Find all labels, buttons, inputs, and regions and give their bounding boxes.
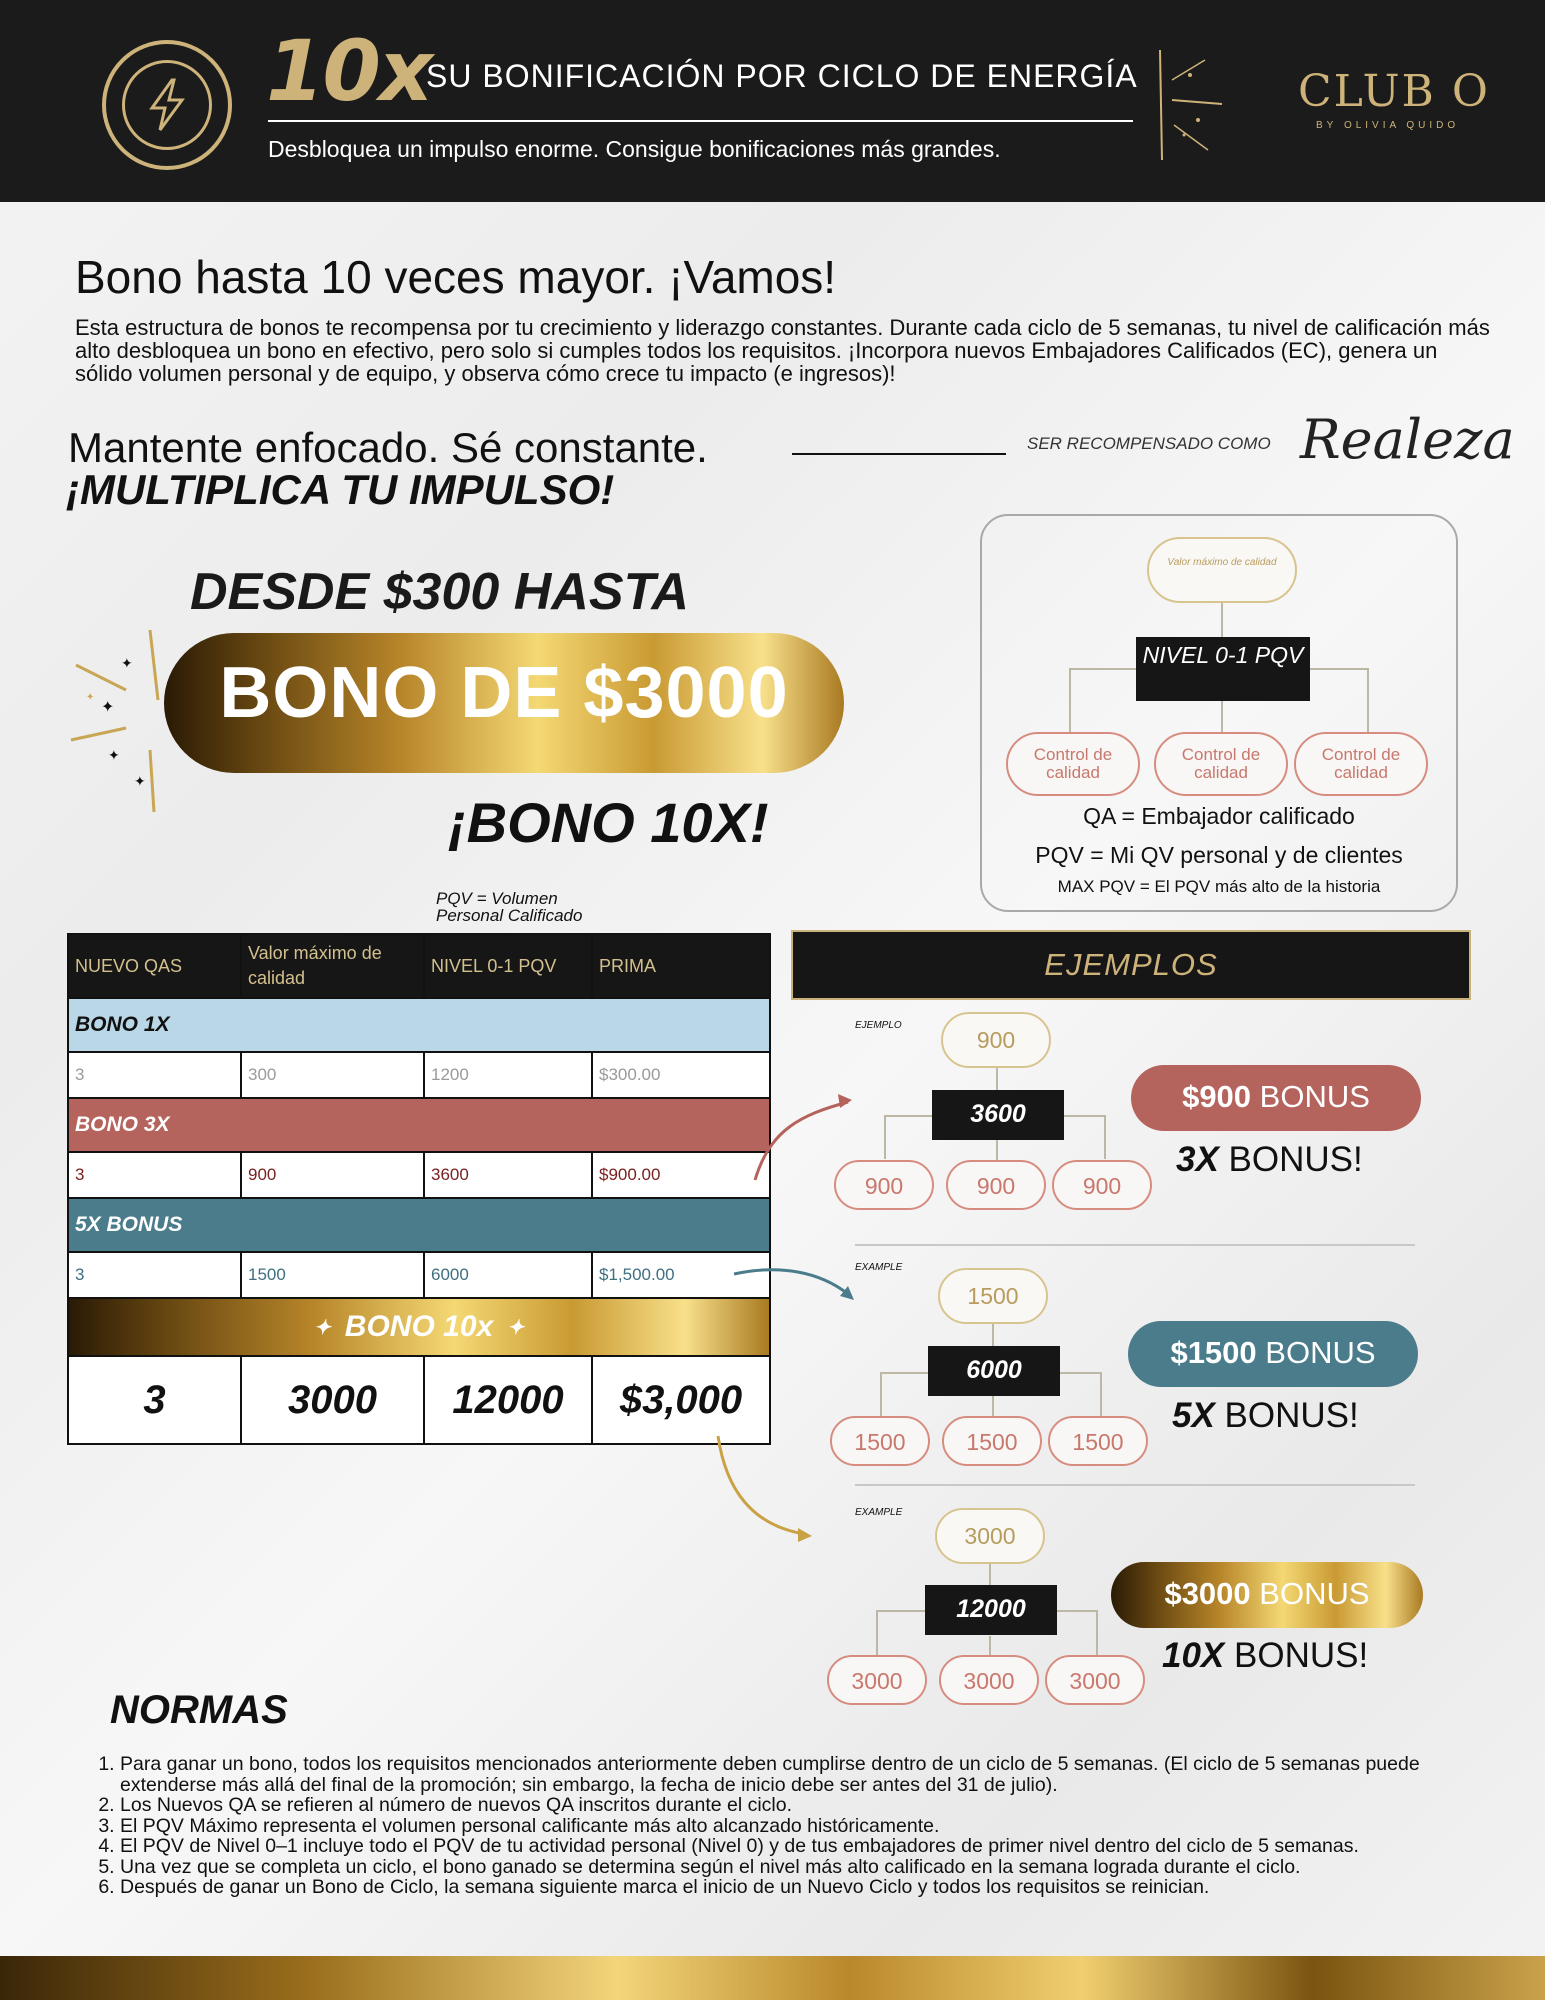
rule-item: 3. El PQV Máximo representa el volumen personal calificante más alto alcanzado históricamente. xyxy=(120,1816,1504,1837)
example-child-node: 3000 xyxy=(827,1655,927,1705)
badge-word: BONUS xyxy=(1259,1576,1370,1611)
svg-text:✦: ✦ xyxy=(86,692,95,703)
svg-text:✦: ✦ xyxy=(134,774,146,790)
examples-title: EJEMPLOS xyxy=(791,930,1471,1000)
table-row xyxy=(67,1357,771,1445)
tier-band-1x: BONO 1X xyxy=(67,999,771,1053)
pqv-note-line: PQV = Volumen xyxy=(436,889,558,908)
tree-line xyxy=(1100,1372,1102,1416)
sparkle-burst-icon xyxy=(66,620,166,820)
rule-item: 2. Los Nuevos QA se refieren al número de nuevos QA inscritos durante el ciclo. xyxy=(120,1795,1504,1816)
arrow-icon xyxy=(730,1260,860,1310)
focus-line: Mantente enfocado. Sé constante. xyxy=(68,424,708,471)
hero-tagline: ¡BONO 10X! xyxy=(448,791,769,854)
tree-line xyxy=(884,1115,886,1159)
example-divider xyxy=(855,1244,1415,1246)
brand-tagline: BY OLIVIA QUIDO xyxy=(1316,120,1460,131)
header-10x: 10x xyxy=(266,22,432,120)
rule-item: 4. El PQV de Nivel 0–1 incluye todo el PQV de tu actividad personal (Nivel 0) y de tus embajadores de primer nivel dentro del ciclo de 5 semanas. xyxy=(120,1836,1504,1857)
tree-line xyxy=(876,1610,878,1656)
table-row xyxy=(67,1153,771,1199)
tree-line xyxy=(992,1324,994,1346)
rules-list xyxy=(104,1754,1504,1898)
example-top-node: 900 xyxy=(941,1012,1051,1068)
table-cell: 300 xyxy=(242,1053,425,1099)
table-header-cell: Valor máximo de calidad xyxy=(242,933,425,999)
table-header-cell: NIVEL 0-1 PQV xyxy=(425,933,593,999)
tree-line xyxy=(989,1564,991,1586)
arrow-icon xyxy=(712,1430,822,1550)
example-top-node: 3000 xyxy=(935,1508,1045,1564)
tree-line xyxy=(992,1396,994,1416)
tier-band-10x xyxy=(67,1299,771,1357)
badge-word: BONUS xyxy=(1259,1079,1370,1114)
table-header-row xyxy=(67,933,771,999)
legend-connector xyxy=(1221,603,1223,637)
table-cell: 3000 xyxy=(242,1357,425,1445)
table-cell: $1,500.00 xyxy=(593,1253,771,1299)
focus-rule xyxy=(792,453,1006,455)
example-label: EJEMPLO xyxy=(855,1020,902,1031)
legend-child-node: Control de calidad xyxy=(1006,732,1140,796)
caption-word: BONUS! xyxy=(1224,1396,1359,1435)
badge-word: BONUS xyxy=(1265,1335,1376,1370)
legend-child-node: Control de calidad xyxy=(1294,732,1428,796)
svg-text:✦: ✦ xyxy=(121,656,133,672)
table-cell: $3,000 xyxy=(593,1357,771,1445)
legend-branch-mid xyxy=(1221,701,1223,734)
brand-logo: CLUB O xyxy=(1298,66,1490,117)
table-cell: 3 xyxy=(67,1357,242,1445)
example-child-node: 3000 xyxy=(1045,1655,1145,1705)
badge-amount: $3000 xyxy=(1164,1576,1251,1611)
header-rule xyxy=(268,120,1133,122)
example-caption xyxy=(1172,1396,1359,1436)
pqv-note xyxy=(436,890,582,924)
legend-def-max: MAX PQV = El PQV más alto de la historia xyxy=(1057,877,1381,896)
legend-branch-left xyxy=(1069,668,1071,734)
tree-line xyxy=(989,1636,991,1656)
tree-line xyxy=(996,1140,998,1160)
table-cell: 3600 xyxy=(425,1153,593,1199)
table-row xyxy=(67,1053,771,1099)
example-level-node: 12000 xyxy=(925,1585,1057,1635)
sparkle-icon: ✦ xyxy=(507,1316,524,1339)
table-cell: 12000 xyxy=(425,1357,593,1445)
example-child-node: 900 xyxy=(834,1160,934,1210)
rules-title: NORMAS xyxy=(110,1688,288,1732)
caption-word: BONUS! xyxy=(1234,1636,1369,1675)
sparkle-icon xyxy=(1150,40,1230,170)
hero-desde: DESDE $300 HASTA xyxy=(190,563,689,621)
hero-bonus-pill-label: BONO DE $3000 xyxy=(219,653,789,733)
example-child-node: 3000 xyxy=(939,1655,1039,1705)
rule-item: 1. Para ganar un bono, todos los requisitos mencionados anteriormente deben cumplirse dentro de un ciclo de 5 semanas. (El ciclo de 5 semanas puede extenderse más allá del final de la promoción; sin embargo, la fecha de inicio debe ser antes del 31 de julio). xyxy=(120,1754,1504,1795)
reward-label: SER RECOMPENSADO COMO xyxy=(1027,434,1271,453)
example-child-node: 1500 xyxy=(830,1416,930,1466)
example-child-node: 1500 xyxy=(1048,1416,1148,1466)
legend-level-node: NIVEL 0-1 PQV xyxy=(1136,637,1310,701)
caption-word: BONUS! xyxy=(1228,1140,1363,1179)
tier-band-10x-label: BONO 10x xyxy=(344,1310,494,1343)
tree-line xyxy=(1096,1610,1098,1656)
realeza-script: Realeza xyxy=(1300,408,1515,471)
caption-mult: 3X xyxy=(1176,1140,1219,1179)
example-bonus-badge xyxy=(1111,1562,1423,1628)
example-caption xyxy=(1176,1140,1363,1180)
lightning-bolt-icon xyxy=(138,76,196,134)
example-level-node: 6000 xyxy=(928,1346,1060,1396)
multiply-line: ¡MULTIPLICA TU IMPULSO! xyxy=(66,466,615,513)
tier-band-5x: 5X BONUS xyxy=(67,1199,771,1253)
example-child-node: 900 xyxy=(946,1160,1046,1210)
example-caption xyxy=(1162,1636,1368,1676)
sparkle-icon: ✦ xyxy=(314,1316,331,1339)
tier-band-3x: BONO 3X xyxy=(67,1099,771,1153)
table-cell: 3 xyxy=(67,1153,242,1199)
pqv-note-line: Personal Calificado xyxy=(436,906,583,925)
intro-paragraph: Esta estructura de bonos te recompensa por tu crecimiento y liderazgo constantes. Durante cada ciclo de 5 semanas, tu nivel de calificación más alto desbloquea un bono en efectivo, pero solo si cumples todos los requisitos. ¡Incorpora nuevos Embajadores Calificados (EC), genera un sólido volumen personal y de equipo, y observa cómo crece tu impacto (e ingresos)! xyxy=(75,315,1490,386)
table-cell: 3 xyxy=(67,1253,242,1299)
table-cell: 1500 xyxy=(242,1253,425,1299)
legend-child-node: Control de calidad xyxy=(1154,732,1288,796)
legend-branch-right xyxy=(1367,668,1369,734)
example-divider xyxy=(855,1484,1415,1486)
example-label: EXAMPLE xyxy=(855,1507,903,1518)
table-cell: $300.00 xyxy=(593,1053,771,1099)
rule-item: 6. Después de ganar un Bono de Ciclo, la semana siguiente marca el inicio de un Nuevo Ciclo y todos los requisitos se reinician. xyxy=(120,1877,1504,1898)
table-cell: $900.00 xyxy=(593,1153,771,1199)
bonus-table xyxy=(67,933,771,1445)
caption-mult: 5X xyxy=(1172,1396,1215,1435)
example-child-node: 900 xyxy=(1052,1160,1152,1210)
example-bonus-badge xyxy=(1128,1321,1418,1387)
header-subtitle: Desbloquea un impulso enorme. Consigue bonificaciones más grandes. xyxy=(268,136,1001,162)
svg-text:✦: ✦ xyxy=(101,697,115,716)
tree-line xyxy=(1104,1115,1106,1159)
table-row xyxy=(67,1253,771,1299)
example-label: EXAMPLE xyxy=(855,1262,903,1273)
svg-text:✦: ✦ xyxy=(108,748,120,764)
legend-def-pqv: PQV = Mi QV personal y de clientes xyxy=(1035,842,1403,868)
page-headline: Bono hasta 10 veces mayor. ¡Vamos! xyxy=(75,251,837,303)
badge-amount: $1500 xyxy=(1170,1335,1257,1370)
table-cell: 3 xyxy=(67,1053,242,1099)
example-bonus-badge xyxy=(1131,1065,1421,1131)
badge-amount: $900 xyxy=(1182,1079,1252,1114)
header-title: SU BONIFICACIÓN POR CICLO DE ENERGÍA xyxy=(426,58,1138,94)
legend-def-qa: QA = Embajador calificado xyxy=(1083,803,1355,829)
table-cell: 1200 xyxy=(425,1053,593,1099)
table-header-cell: PRIMA xyxy=(593,933,771,999)
example-top-node: 1500 xyxy=(938,1268,1048,1324)
table-header-cell: NUEVO QAS xyxy=(67,933,242,999)
table-cell: 6000 xyxy=(425,1253,593,1299)
example-child-node: 1500 xyxy=(942,1416,1042,1466)
legend-top-node: Valor máximo de calidad xyxy=(1147,537,1297,603)
tree-line xyxy=(996,1068,998,1092)
caption-mult: 10X xyxy=(1162,1636,1225,1675)
rule-item: 5. Una vez que se completa un ciclo, el bono ganado se determina según el nivel más alto calificado en la semana lograda durante el ciclo. xyxy=(120,1857,1504,1878)
tree-line xyxy=(880,1372,882,1416)
table-cell: 900 xyxy=(242,1153,425,1199)
example-level-node: 3600 xyxy=(932,1090,1064,1140)
footer-gold-band xyxy=(0,1956,1545,2000)
